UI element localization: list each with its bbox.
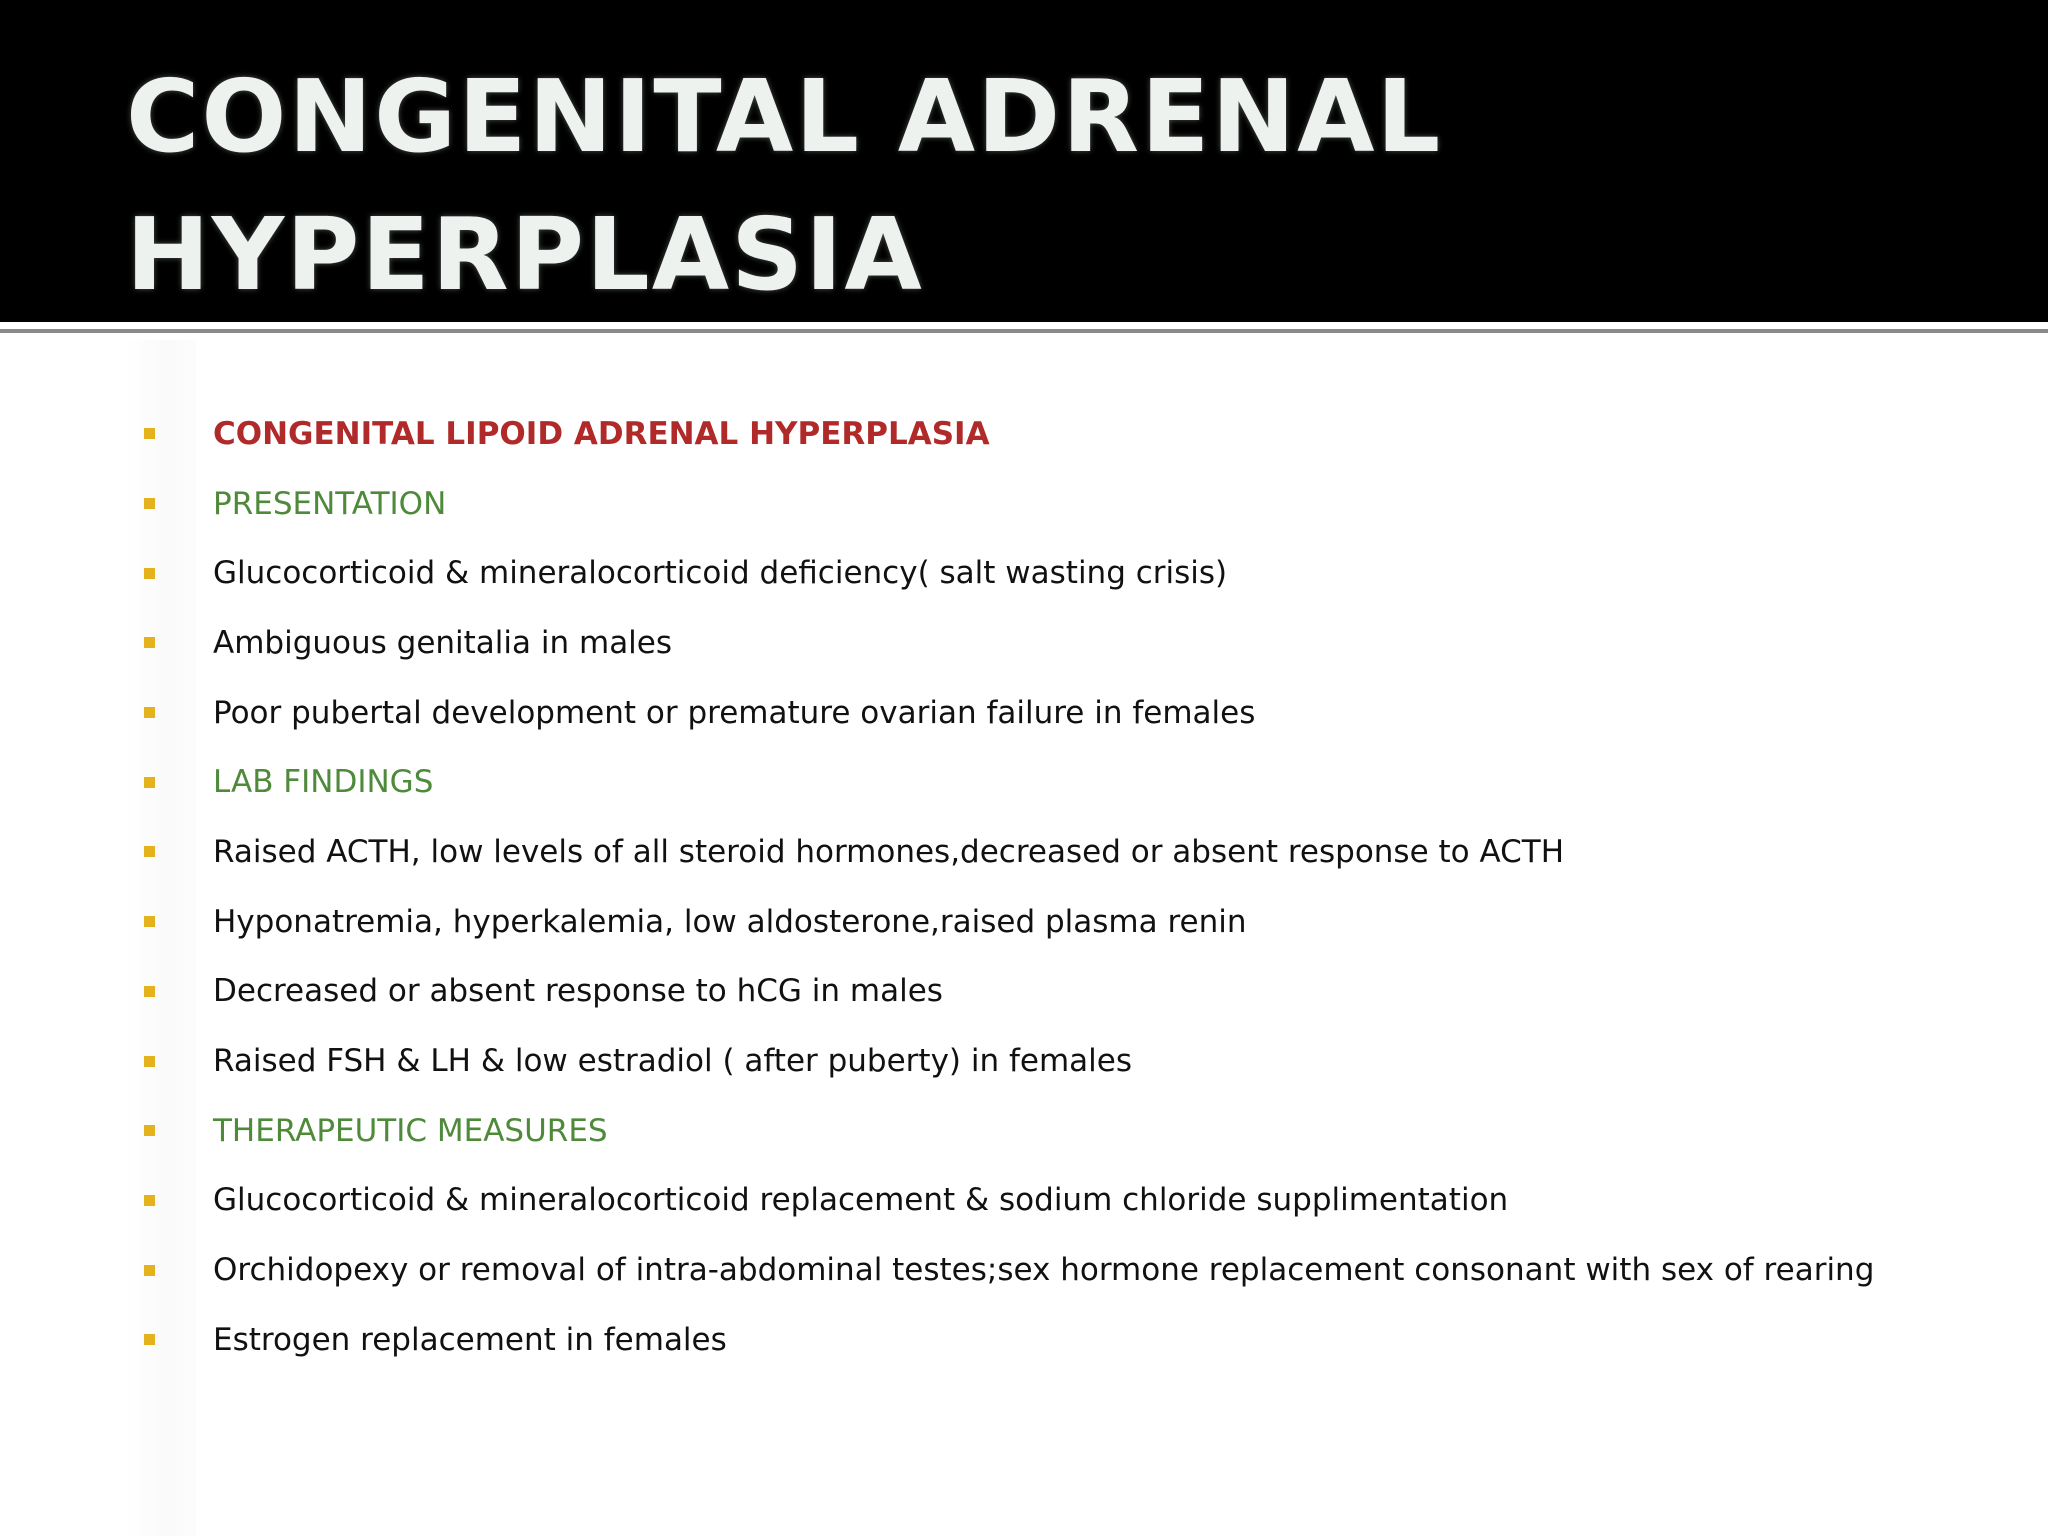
bullet-text: Raised FSH & LH & low estradiol ( after puberty) in females <box>213 1043 1133 1080</box>
bullet-text: Orchidopexy or removal of intra-abdominal testes;sex hormone replacement consonant with sex of rearing <box>213 1252 1875 1289</box>
bullet-text: LAB FINDINGS <box>213 764 434 801</box>
bullet-text: THERAPEUTIC MEASURES <box>213 1112 608 1149</box>
slide-title-line-2: HYPERPLASIA <box>126 196 924 313</box>
slide-title-line-1: CONGENITAL ADRENAL <box>126 58 1443 175</box>
square-bullet-icon <box>144 1195 155 1206</box>
square-bullet-icon <box>144 986 155 997</box>
title-bar <box>0 0 2048 322</box>
title-divider <box>0 329 2048 333</box>
bullet-text: Hyponatremia, hyperkalemia, low aldosterone,raised plasma renin <box>213 903 1247 940</box>
square-bullet-icon <box>144 1265 155 1276</box>
square-bullet-icon <box>144 498 155 509</box>
square-bullet-icon <box>144 637 155 648</box>
bullet-text: Poor pubertal development or premature ovarian failure in females <box>213 694 1256 731</box>
bullet-text: PRESENTATION <box>213 485 447 522</box>
bullet-text: CONGENITAL LIPOID ADRENAL HYPERPLASIA <box>213 415 990 452</box>
bullet-text: Glucocorticoid & mineralocorticoid deficiency( salt wasting crisis) <box>213 555 1228 592</box>
square-bullet-icon <box>144 916 155 927</box>
bullet-text: Estrogen replacement in females <box>213 1321 727 1358</box>
bullet-text: Raised ACTH, low levels of all steroid hormones,decreased or absent response to ACTH <box>213 833 1565 870</box>
slide-title <box>126 48 1442 324</box>
bullet-text: Decreased or absent response to hCG in males <box>213 973 943 1010</box>
square-bullet-icon <box>144 1125 155 1136</box>
square-bullet-icon <box>144 428 155 439</box>
content-shade <box>126 340 196 1536</box>
square-bullet-icon <box>144 707 155 718</box>
square-bullet-icon <box>144 568 155 579</box>
square-bullet-icon <box>144 1056 155 1067</box>
bullet-text: Ambiguous genitalia in males <box>213 624 673 661</box>
bullet-text: Glucocorticoid & mineralocorticoid replacement & sodium chloride supplimentation <box>213 1182 1509 1219</box>
square-bullet-icon <box>144 777 155 788</box>
square-bullet-icon <box>144 846 155 857</box>
square-bullet-icon <box>144 1334 155 1345</box>
